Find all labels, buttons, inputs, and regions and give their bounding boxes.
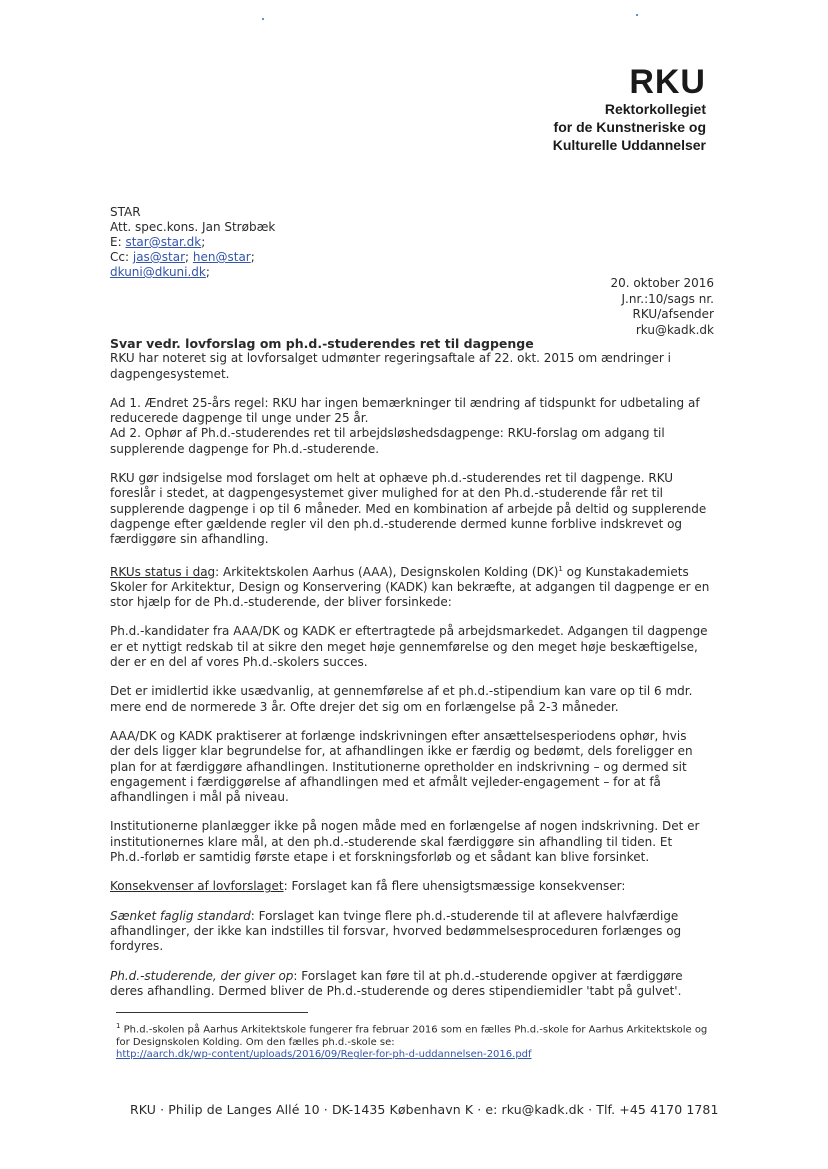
giveup-text: : Forslaget kan føre til at ph.d.-studerende opgiver at færdiggøre deres afhandling. Dermed bliver de Ph.d.-studerende og deres stipendiemidler 'tabt på gulvet'. bbox=[110, 968, 683, 998]
scan-speck bbox=[636, 14, 638, 16]
paragraph-consequences bbox=[110, 879, 710, 894]
logo-line2: for de Kunstneriske og bbox=[553, 119, 706, 135]
paragraph-candidates: Ph.d.-kandidater fra AAA/DK og KADK er eftertragtede på arbejdsmarkedet. Adgangen til dagpenge er et nyttigt redskab til at sikre den meget høje gennemførelse og den meget høje beskæftigelse, der er en del af vores Ph.d.-skolers succes. bbox=[110, 624, 708, 670]
footnote-mark: 1 bbox=[116, 1022, 121, 1030]
recipient-att: Att. spec.kons. Jan Strøbæk bbox=[110, 220, 276, 234]
paragraph-objection: RKU gør indsigelse mod forslaget om helt at ophæve ph.d.-studerendes ret til dagpenge. RKU foreslår i stedet, at dagpengesystemet giver mulighed for at den Ph.d.-studerende får ret til supplerende dagpenge i op til 6 måneder. Med en kombination af arbejde på deltid og supplerende dagpenge efter gældende regler vil den ph.d.-studerende dermed kunne forblive indskrevet og færdiggøre sin afhandling. bbox=[110, 471, 707, 547]
recipient-cc3-line: dkuni@dkuni.dk; bbox=[110, 265, 210, 279]
letter-meta bbox=[610, 276, 714, 338]
letter-date: 20. oktober 2016 bbox=[610, 276, 714, 290]
logo-line1: Rektorkollegiet bbox=[604, 101, 706, 117]
status-heading: RKUs status i dag bbox=[110, 564, 216, 579]
journal-number: J.nr.:10/sags nr. bbox=[621, 291, 714, 306]
footnote-text: Ph.d.-skolen på Aarhus Arkitektskole fungerer fra februar 2016 som en fælles Ph.d.-skole for Aarhus Arkitektskole og for Designskolen Kolding. Om den fælles ph.d.-skole se: bbox=[116, 1024, 708, 1048]
page-footer: RKU · Philip de Langes Allé 10 · DK-1435 København K · e: rku@kadk.dk · Tlf. +45 4170 1781 bbox=[130, 1102, 719, 1117]
recipient-org: STAR bbox=[110, 205, 141, 219]
paragraph-intro: RKU har noteret sig at lovforsalget udmønter regeringsaftale af 22. okt. 2015 om ændringer i dagpengesystemet. bbox=[110, 351, 671, 381]
cc-label: Cc: bbox=[110, 250, 130, 264]
paragraph-duration: Det er imidlertid ikke usædvanlig, at gennemførelse af et ph.d.-stipendium kan vare op til 6 mdr. mere end de normerede 3 år. Ofte drejer det sig om en forlængelse på 2-3 måneder. bbox=[110, 684, 693, 714]
letter-title: Svar vedr. lovforslag om ph.d.-studerendes ret til dagpenge bbox=[110, 336, 534, 351]
footnote-url[interactable]: http://aarch.dk/wp-content/uploads/2016/09/Regler-for-ph-d-uddannelsen-2016.pdf bbox=[116, 1049, 532, 1061]
logo-name: RKU bbox=[629, 63, 706, 101]
sender-email: rku@kadk.dk bbox=[635, 322, 714, 337]
recipient-cc-line: Cc: jas@star; hen@star; bbox=[110, 250, 255, 264]
letter-body bbox=[110, 336, 710, 1013]
status-text-b: og Kunstakademiets Skoler for Arkitektur, Design og Konservering (KADK) kan bekræfte, at adgangen til dagpenge er en stor hjælp for de Ph.d.-studerende, der bliver forsinkede: bbox=[110, 564, 710, 610]
cc2-link[interactable]: hen@star bbox=[192, 250, 251, 264]
consequences-heading: Konsekvenser af lovforslaget bbox=[110, 879, 284, 894]
footnote-rule bbox=[116, 1012, 308, 1013]
paragraph-status bbox=[110, 562, 710, 611]
rku-logo bbox=[553, 64, 706, 154]
cc3-link[interactable]: dkuni@dkuni.dk bbox=[110, 265, 206, 279]
cc1-link[interactable]: jas@star bbox=[132, 250, 186, 264]
standard-heading: Sænket faglig standard bbox=[110, 908, 251, 923]
paragraph-ad2: Ad 2. Ophør af Ph.d.-studerendes ret til arbejdsløshedsdagpenge: RKU-forslag om adgang til supplerende dagpenge for Ph.d.-studerende. bbox=[110, 426, 665, 456]
recipient-email-line bbox=[110, 235, 275, 250]
paragraph-standard bbox=[110, 909, 710, 955]
paragraph-practice: AAA/DK og KADK praktiserer at forlænge indskrivningen efter ansættelsesperiodens ophør, hvis der dels ligger klar begrundelse for, at afhandlingen ikke er færdig og bedømt, dels foreligger en plan for at færdiggøre afhandlingen. Institutionerne opretholder en indskrivning – og dermed sit engagement i færdiggørelse af afhandlingen med et afmålt vejleder-engagement – for at få afhandlingen i mål på niveau. bbox=[110, 728, 693, 805]
consequences-text: : Forslaget kan få flere uhensigtsmæssige konsekvenser: bbox=[283, 879, 626, 894]
footnote-ref[interactable]: 1 bbox=[558, 564, 563, 573]
footnote bbox=[116, 1020, 716, 1062]
email-label: E: bbox=[110, 235, 122, 249]
scan-speck bbox=[262, 18, 264, 20]
paragraph-planning: Institutionerne planlægger ikke på nogen måde med en forlængelse af nogen indskrivning. Det er institutionernes klare mål, at den ph.d.-studerende skal færdiggøre sin afhandling til tiden. Et Ph.d.-forløb er samtidig første etape i et forskningsforløb og et sådant kan blive forsinket. bbox=[110, 819, 700, 865]
logo-line3: Kulturelle Uddannelser bbox=[552, 137, 706, 153]
paragraph-ad1: Ad 1. Ændret 25-års regel: RKU har ingen bemærkninger til ændring af tidspunkt for udbetaling af reducerede dagpenge til unge under 25 år. bbox=[110, 395, 700, 426]
recipient-block bbox=[110, 205, 275, 280]
email-sep: ; bbox=[201, 235, 206, 249]
status-text-a: : Arkitektskolen Aarhus (AAA), Designskolen Kolding (DK) bbox=[215, 564, 559, 579]
standard-text: : Forslaget kan tvinge flere ph.d.-studerende til at aflevere halvfærdige afhandlinger, der ikke kan indstilles til forsvar, hvorved bedømmelsesproceduren forlænges og fordyres. bbox=[110, 908, 682, 954]
sender: RKU/afsender bbox=[632, 307, 714, 321]
paragraph-giveup bbox=[110, 969, 710, 1000]
email-link[interactable]: star@star.dk bbox=[125, 235, 202, 249]
giveup-heading: Ph.d.-studerende, der giver op bbox=[110, 968, 294, 983]
